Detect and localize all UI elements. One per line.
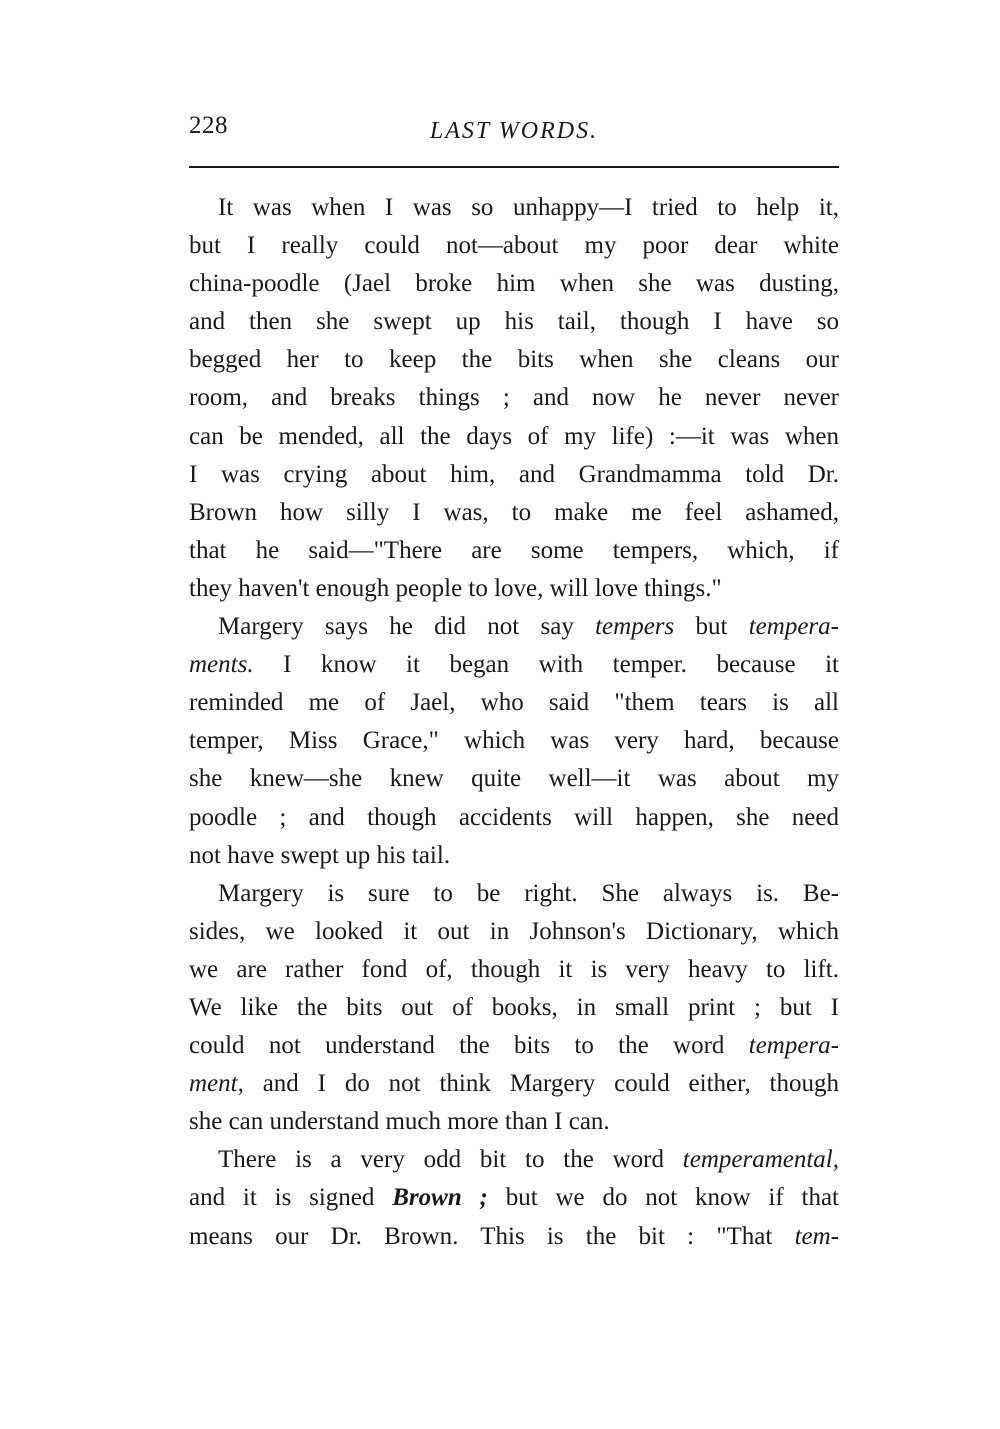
page-number: 228 <box>189 112 228 139</box>
text-line: We like the bits out of books, in small print ; but I <box>189 993 839 1021</box>
page-header <box>189 112 839 152</box>
text-line: begged her to keep the bits when she cleans our <box>189 346 839 374</box>
text-line: It was when I was so unhappy—I tried to help it, <box>218 194 839 221</box>
text-line: reminded me of Jael, who said "them tears is all <box>189 689 839 717</box>
text-line: could not understand the bits to the word tempera- <box>189 1032 839 1060</box>
text-line: we are rather fond of, though it is very heavy to lift. <box>189 955 839 983</box>
italic-word: tempers <box>595 613 675 641</box>
text-line: Margery is sure to be right. She always is. Be- <box>218 879 839 907</box>
text-line: can be mended, all the days of my life) :—it was when <box>189 422 839 450</box>
text-line: ments. I know it began with temper. because it <box>189 651 839 679</box>
body-text <box>189 189 839 1256</box>
text-line: room, and breaks things ; and now he never never <box>189 384 839 412</box>
text-line: but I really could not—about my poor dear white <box>189 232 839 260</box>
italic-word: ment, <box>189 1070 244 1098</box>
italic-word: tempera- <box>748 1032 839 1060</box>
text-line: ment, and I do not think Margery could either, though <box>189 1070 839 1098</box>
text-line: and then she swept up his tail, though I have so <box>189 308 839 336</box>
italic-word: tem- <box>794 1222 839 1250</box>
text-line: they haven't enough people to love, will love things." <box>189 574 722 602</box>
text-line: poodle ; and though accidents will happen, she need <box>189 803 839 831</box>
italic-word: temperamental, <box>682 1146 839 1174</box>
text-line: china-poodle (Jael broke him when she was dusting, <box>189 270 839 298</box>
text-line: There is a very odd bit to the word temperamental, <box>218 1146 839 1174</box>
text-line: and it is signed Brown ; but we do not know if that <box>189 1184 839 1212</box>
text-line: not have swept up his tail. <box>189 841 451 869</box>
header-rule <box>189 166 839 168</box>
text-line: Brown how silly I was, to make me feel ashamed, <box>189 498 839 526</box>
italic-word: tempera- <box>748 613 839 641</box>
text-line: I was crying about him, and Grandmamma told Dr. <box>189 460 839 488</box>
text-line: she can understand much more than I can. <box>189 1108 610 1136</box>
text-line: she knew—she knew quite well—it was about my <box>189 765 839 793</box>
text-line: means our Dr. Brown. This is the bit : "That tem- <box>189 1222 839 1250</box>
text-line: sides, we looked it out in Johnson's Dictionary, which <box>189 917 839 945</box>
text-line: Margery says he did not say tempers but tempera- <box>218 613 839 641</box>
running-head: LAST WORDS. <box>429 118 599 144</box>
text-line: temper, Miss Grace," which was very hard, because <box>189 727 839 755</box>
text-line: that he said—"There are some tempers, which, if <box>189 536 839 564</box>
italic-word: ments. <box>189 651 254 679</box>
italic-word: Brown ; <box>392 1184 488 1212</box>
